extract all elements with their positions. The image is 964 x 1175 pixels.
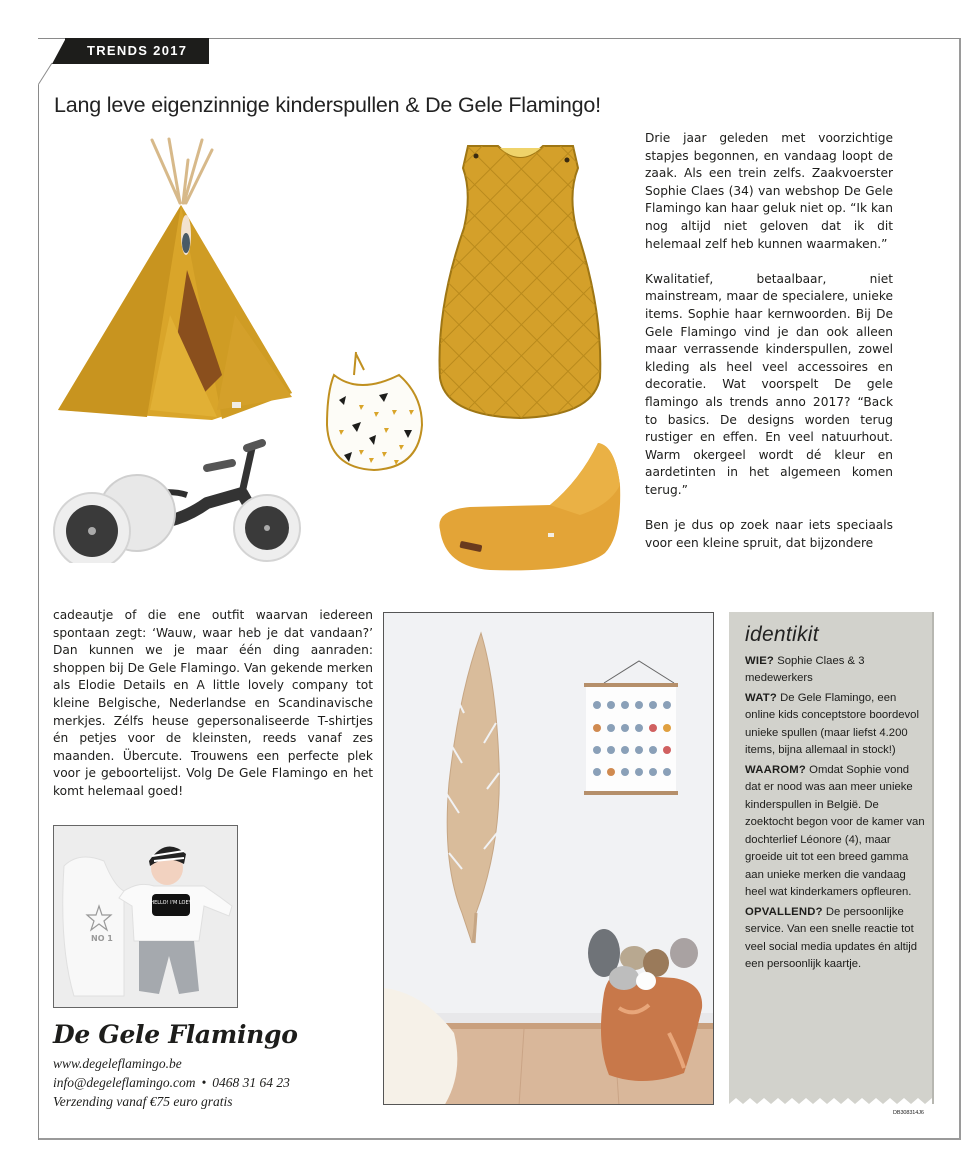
brand-name: De Gele Flamingo [53, 1020, 298, 1049]
identikit-reference-code: DB308314J6 [893, 1110, 924, 1116]
identikit-text: De Gele Flamingo, een online kids conceptstore boordevol unieke spullen (maar liefst 4.200 items, bijna allemaal in stock!) [745, 691, 919, 756]
beanbag-image [430, 435, 625, 575]
article-left-column [53, 607, 373, 801]
identikit-item-waarom [745, 762, 927, 902]
baby-outfit-illustration [54, 826, 238, 1008]
email-link[interactable]: info@degeleflamingo.com [53, 1075, 196, 1090]
section-tag: TRENDS 2017 [65, 38, 209, 64]
article-right-column [645, 130, 893, 552]
baby-shirt-text: HELLO! I'M LOEY [150, 900, 192, 906]
identikit-text: De persoonlijke service. Van een snelle reactie tot veel social media updates én altijd een persoonlijk kaartje. [745, 905, 918, 970]
sleeping-bag-image [428, 138, 613, 423]
identikit-label: WAAROM? [745, 763, 807, 776]
feather-growth-chart-room-image [383, 612, 714, 1105]
room-illustration [384, 613, 714, 1105]
section-tag-wedge [52, 38, 66, 64]
shipping-info: Verzending vanaf €75 euro gratis [53, 1094, 233, 1109]
identikit-text: Sophie Claes & 3 medewerkers [745, 654, 865, 684]
baby-outfit-image [53, 825, 238, 1008]
bib-image [324, 350, 424, 475]
identikit-label: OPVALLEND? [745, 905, 823, 918]
teepee-tent-image [52, 135, 302, 420]
identikit-zigzag-edge [729, 1092, 932, 1104]
identikit-title: identikit [745, 623, 819, 646]
identikit-item-wie [745, 653, 927, 688]
identikit-label: WIE? [745, 654, 775, 667]
balance-bike-image [52, 433, 312, 563]
article-paragraph: Kwalitatief, betaalbaar, niet mainstream, maar de specialere, unieke items. Sophie haar kernwoorden. Bij De Gele Flamingo vind je dan ook alleen maar verrassende kinderspullen, zowel kleding als heel veel accessoires en decoratie. Wat voorspelt De gele flamingo als trends anno 2017? “Back to basics. De designs worden terug rustiger en effen. En veel natuurhout. Warm okergeel wordt dé kleur en aardetinten in het algemeen komen terug.” [645, 271, 893, 497]
phone-number: 0468 31 64 23 [212, 1075, 290, 1090]
website-link[interactable]: www.degeleflamingo.be [53, 1056, 182, 1071]
identikit-item-wat [745, 690, 927, 760]
article-paragraph: Drie jaar geleden met voorzichtige stapjes begonnen, en vandaag loopt de zaak. Als een trein zelfs. Zaakvoerster Sophie Claes (34) van webshop De Gele Flamingo kan haar geluk niet op. “Ik kan nog altijd niet geloven dat ik dit helemaal zelf heb kunnen waarmaken.” [645, 131, 893, 251]
identikit-label: WAT? [745, 691, 777, 704]
identikit-item-opvallend [745, 904, 927, 974]
page-frame-left [38, 85, 39, 1140]
contact-info [53, 1054, 290, 1111]
contact-separator: • [201, 1075, 207, 1090]
bathrobe-text: NO 1 [91, 934, 113, 943]
identikit-box [729, 612, 932, 1092]
article-paragraph: Ben je dus op zoek naar iets speciaals voor een kleine spruit, dat bijzondere [645, 518, 893, 550]
article-paragraph: cadeautje of die ene outfit waarvan iedereen spontaan zegt: ‘Wauw, waar heb je dat vandaan?’ Dan kunnen we je maar één ding aanraden: shoppen bij De Gele Flamingo. Van gekende merken als Elodie Details en A little lovely company tot kleine Belgische, Nederlandse en Scandinavische merkjes. Zélfs heuse gepersonaliseerde T-shirtjes én petjes voor de kleinsten, reeds vanaf zes maanden. Übercute. Trouwens een perfecte plek voor je geboortelijst. Volg De Gele Flamingo en het komt helemaal goed! [53, 608, 373, 798]
identikit-text: Omdat Sophie vond dat er nood was aan meer unieke kinderspullen in België. De zoektocht begon voor de kamer van dochterlief Léonore (4), maar groeide uit tot een breed gamma aan unieke merken die vandaag heel wat kinderkamers opfleuren. [745, 763, 925, 898]
identikit-shadow [932, 612, 934, 1104]
article-title: Lang leve eigenzinnige kinderspullen & De Gele Flamingo! [54, 93, 601, 117]
